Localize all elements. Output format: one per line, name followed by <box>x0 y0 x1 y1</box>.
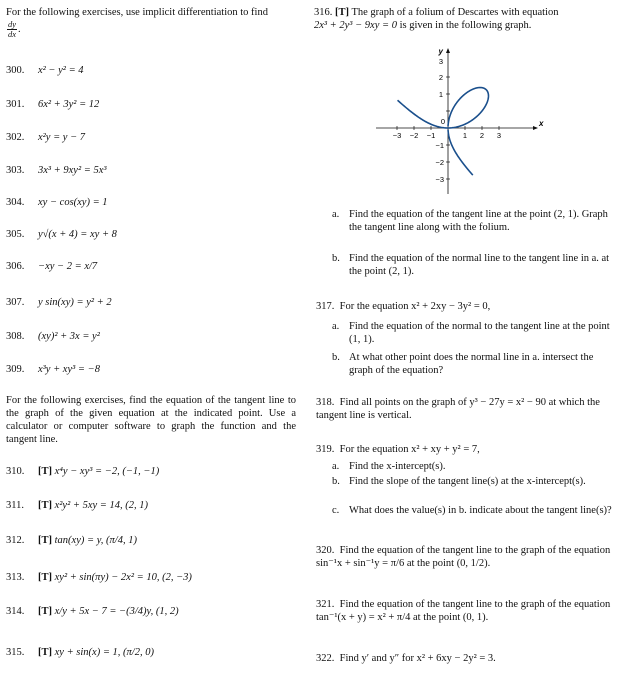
y-tick-neg3: −3 <box>435 175 444 184</box>
exercise-310: 310. [T] x⁴y − xy³ = −2, (−1, −1) <box>6 466 160 477</box>
x-tick-neg3: −3 <box>392 131 402 140</box>
y-tick-neg2: −2 <box>435 158 444 167</box>
x-tick-3: 3 <box>496 131 502 140</box>
y-tick-2: 2 <box>438 73 443 82</box>
question-318: 318. Find all points on the graph of y³ − 27y = x² − 90 at which the tangent line is vertical. <box>316 397 600 421</box>
exercise-309: 309. x³y + xy³ = −8 <box>6 364 100 375</box>
intro-find-dydx: $\frac{dy}{dx}$ . <box>8 19 21 39</box>
exercise-312: 312. [T] tan(xy) = y, (π/4, 1) <box>6 535 137 546</box>
tick-labels <box>393 57 501 184</box>
exercise-314: 314. [T] x/y + 5x − 7 = −(3/4)y, (1, 2) <box>6 606 179 617</box>
x-tick-2: 2 <box>479 131 485 140</box>
exercise-307: 307. y sin(xy) = y² + 2 <box>6 297 112 308</box>
q317-part-a: a. Find the equation of the normal to the tangent line at the point (1, 1). <box>332 321 610 345</box>
question-317: 317. For the equation x² + 2xy − 3y² = 0, <box>316 301 491 312</box>
exercise-308: 308. (xy)² + 3x = y² <box>6 331 100 342</box>
exercise-304: 304. xy − cos(xy) = 1 <box>6 197 108 208</box>
x-tick-1: 1 <box>462 131 468 140</box>
q316-part-a: a. Find the equation of the tangent line at the point (2, 1). Graph the tangent line along with the folium. <box>332 209 608 233</box>
exercise-311: 311. [T] x²y² + 5xy = 14, (2, 1) <box>6 500 148 511</box>
y-axis-label: y <box>438 47 443 56</box>
origin-label: 0 <box>440 117 445 126</box>
question-316: 316. [T] The graph of a folium of Descartes with equation 2x³ + 2y³ − 9xy = 0 is given in the following graph. <box>314 7 559 31</box>
y-tick-neg1: −1 <box>435 141 444 150</box>
exercise-300: 300. x² − y² = 4 <box>6 65 84 76</box>
x-tick-neg1: −1 <box>426 131 436 140</box>
exercise-313: 313. [T] xy² + sin(πy) − 2x² = 10, (2, −3) <box>6 572 192 583</box>
y-tick-3: 3 <box>438 57 443 66</box>
folium-graph <box>374 42 544 202</box>
x-axis-arrow <box>533 126 538 130</box>
exercise-315: 315. [T] xy + sin(x) = 1, (π/2, 0) <box>6 647 154 658</box>
question-319: 319. For the equation x² + xy + y² = 7, <box>316 444 480 455</box>
q316-part-b: b. Find the equation of the normal line to the tangent line in a. at the point (2, 1). <box>332 253 610 277</box>
dy-dx-fraction: $\frac{dy}{dx}$ <box>8 19 17 39</box>
q319-part-b: b. Find the slope of the tangent line(s) at the x-intercept(s). <box>332 476 586 487</box>
question-320: 320. Find the equation of the tangent line to the graph of the equation sin⁻¹x + sin⁻¹y = π/6 at the point (0, 1/2). <box>316 545 611 569</box>
exercise-303: 303. 3x³ + 9xy² = 5x³ <box>6 165 107 176</box>
exercise-305: 305. y√(x + 4) = xy + 8 <box>6 229 117 240</box>
y-tick-1: 1 <box>438 90 443 99</box>
q317-part-b: b. At what other point does the normal line in a. intersect the graph of the equation? <box>332 352 594 376</box>
x-tick-neg2: −2 <box>409 131 419 140</box>
x-axis-label: x <box>539 119 544 128</box>
question-322: 322. Find y′ and y″ for x² + 6xy − 2y² = 3. <box>316 653 496 664</box>
question-321: 321. Find the equation of the tangent line to the graph of the equation tan⁻¹(x + y) = x² + π/4 at the point (0, 1). <box>316 599 611 623</box>
intro-text-2: For the following exercises, find the equation of the tangent line to the graph of the given equation at the indicated point. Use a calculator or computer software to graph the function and the tangent line. <box>6 395 296 445</box>
intro-text: For the following exercises, use implicit differentiation to find <box>6 7 268 18</box>
exercise-306: 306. −xy − 2 = x/7 <box>6 261 98 272</box>
q319-part-a: a. Find the x-intercept(s). <box>332 461 446 472</box>
q319-part-c: c. What does the value(s) in b. indicate about the tangent line(s)? <box>332 505 612 516</box>
exercise-302: 302. x²y = y − 7 <box>6 132 86 143</box>
y-axis-arrow <box>446 48 450 53</box>
exercise-301: 301. 6x² + 3y² = 12 <box>6 99 100 110</box>
